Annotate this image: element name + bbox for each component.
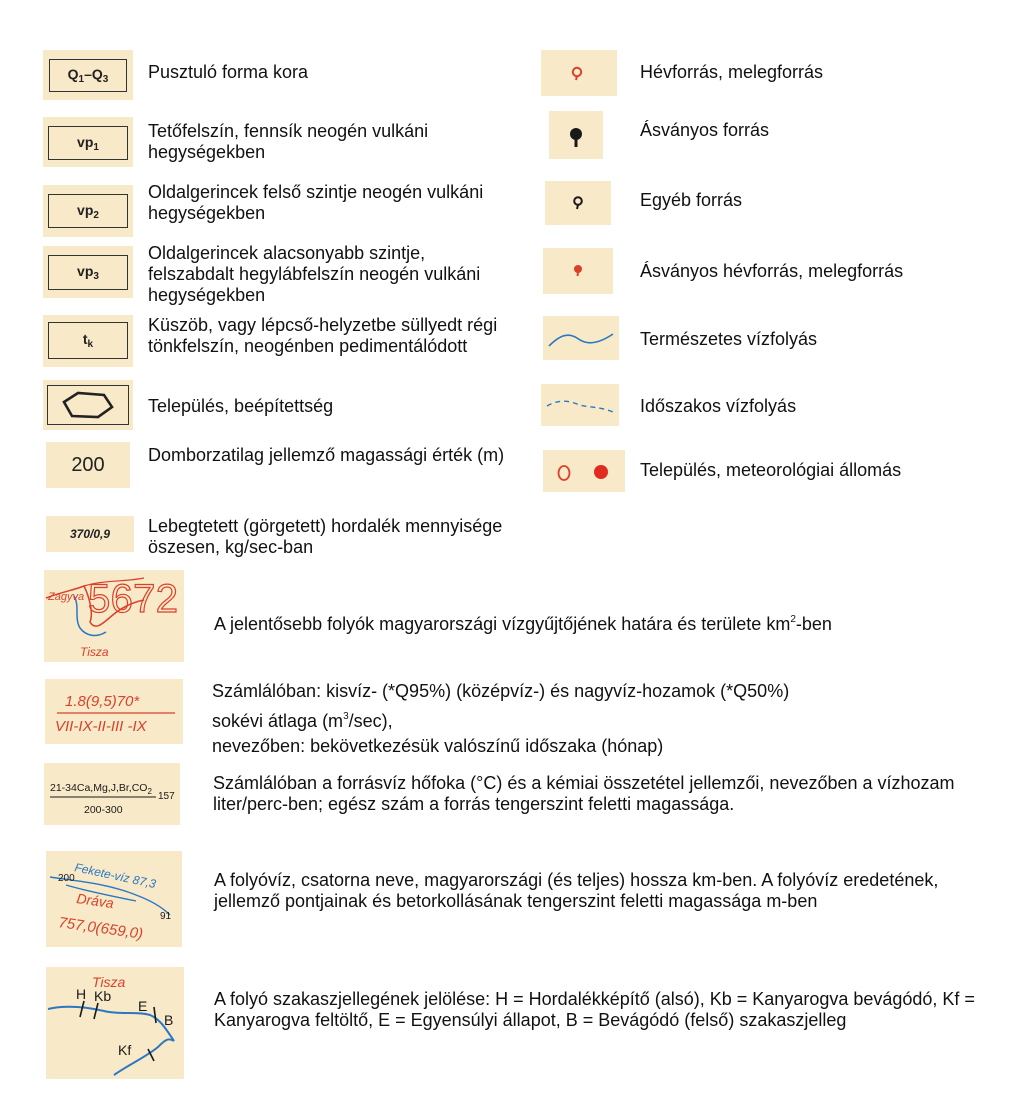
natural-stream-icon: [543, 316, 619, 360]
river-length-river-text: Dráva: [75, 890, 115, 912]
river-section-Kf-text: Kf: [118, 1042, 132, 1058]
age-symbol-box: [49, 59, 127, 92]
watershed-area-text: 5672: [88, 577, 178, 621]
vp3-symbol-text: $vp_3$: [77, 263, 99, 282]
discharge-line2-pre: sokévi átlaga (m: [212, 711, 344, 731]
river-length-length-text: 757,0(659,0): [57, 914, 145, 943]
river-length-canal-text: Fekete-víz 87,3: [73, 860, 158, 892]
age-symbol-swatch: [43, 50, 133, 100]
sediment-label: Lebegtetett (görgetett) hordalék mennyisége öszesen, kg/sec-ban: [148, 516, 503, 557]
age-label: Pusztuló forma kora: [148, 62, 309, 82]
age-symbol-text: $Q_1-Q_3$: [67, 66, 109, 85]
river-section-river-text: Tisza: [92, 974, 126, 990]
sediment-symbol-swatch: [46, 516, 134, 552]
settlement-area-box: [47, 385, 129, 425]
tk-label: Küszöb, vagy lépcső-helyzetbe süllyedt régi tönkfelszín, neogénben pedimentálódott: [148, 315, 498, 356]
discharge-top-text: 1.8(9,5)70*: [65, 693, 140, 710]
discharge-line2: [212, 706, 1002, 732]
discharge-line1: Számlálóban: kisvíz- (*Q95%) (középvíz-) és nagyvíz-hozamok (*Q50%): [212, 681, 790, 701]
watershed-swatch: [44, 570, 184, 662]
vp3-symbol-swatch: [43, 246, 133, 298]
watershed-river1-text: Zagyva: [48, 591, 85, 603]
mineral-hot-spring-icon: [543, 248, 613, 294]
vp2-symbol-box: [48, 194, 128, 228]
settlement-polygon-icon: [60, 390, 116, 420]
hot-spring-icon: [541, 50, 617, 96]
vp1-symbol-box: [48, 126, 128, 160]
settlement-area-label: Település, beépítettség: [148, 396, 334, 416]
spring-composition-bottom-text: 200-300: [84, 804, 123, 816]
hot-spring-swatch: [541, 50, 617, 96]
watershed-label-text: A jelentősebb folyók magyarországi vízgyűjtőjének határa és területe km: [214, 614, 791, 634]
settlement-station-label: Település, meteorológiai állomás: [640, 460, 902, 480]
discharge-line3: nevezőben: bekövetkezésük valószínű időszaka (hónap): [212, 736, 664, 756]
settlement-area-swatch: [43, 380, 133, 430]
river-section-B-text: B: [164, 1012, 174, 1028]
mineral-hot-spring-label: Ásványos hévforrás, melegforrás: [640, 261, 904, 281]
other-spring-swatch: [545, 181, 611, 225]
watershed-label: [214, 609, 1004, 635]
elevation-label: Domborzatilag jellemző magassági érték (m): [148, 445, 505, 465]
river-section-E-text: E: [138, 998, 148, 1014]
vp1-symbol-swatch: [43, 117, 133, 167]
discharge-line2-post: /sec),: [348, 711, 393, 731]
hot-spring-label: Hévforrás, melegforrás: [640, 62, 824, 82]
vp2-label: Oldalgerincek felső szintje neogén vulkáni hegységekben: [148, 182, 484, 223]
river-length-end-text: 91: [160, 911, 172, 922]
river-section-label: A folyó szakaszjellegének jelölése: H = Hordalékképítő (alsó), Kb = Kanyarogva bevágódó, Kf = Kanyarogva feltöltő, E = Egyensúlyi állapot, B = Bevágódó (felső) szakaszjelleg: [214, 989, 975, 1030]
discharge-label: [212, 681, 1002, 757]
vp3-symbol-box: [48, 255, 128, 290]
vp3-label: Oldalgerincek alacsonyabb szintje, felszabdalt hegylábfelszín neogén vulkáni hegységekben: [148, 243, 481, 305]
mineral-spring-label: Ásványos forrás: [640, 120, 770, 140]
tk-symbol-text: $t_k$: [82, 331, 94, 350]
discharge-icon: [45, 679, 183, 744]
river-length-label: A folyóvíz, csatorna neve, magyarországi (és teljes) hossza km-ben. A folyóvíz eredetének, jellemző pontjainak és betorkollásának tengerszint feletti magassága m-ben: [214, 870, 939, 911]
spring-composition-label: Számlálóban a forrásvíz hőfoka (°C) és a kémiai összetétel jellemzői, nevezőben a vízhozam liter/perc-ben; egész szám a forrás tengerszint feletti magassága.: [213, 773, 955, 814]
discharge-line2-sup: 3: [343, 711, 349, 722]
other-spring-icon: [545, 181, 611, 225]
river-section-Kb-text: Kb: [94, 988, 112, 1004]
sediment-symbol-text: 370/0,9: [69, 527, 111, 541]
discharge-bottom-text: VII-IX-II-III -IX: [55, 718, 147, 735]
natural-stream-label: Természetes vízfolyás: [640, 329, 818, 349]
mineral-spring-icon: [549, 111, 603, 159]
spring-composition-icon: [44, 763, 180, 825]
discharge-swatch: [45, 679, 183, 744]
vp1-symbol-text: $vp_1$: [77, 133, 99, 153]
river-section-icon: [46, 967, 184, 1079]
river-section-swatch: [46, 967, 184, 1079]
river-section-H-text: H: [76, 986, 87, 1002]
tk-symbol-box: [48, 322, 128, 359]
vp2-symbol-text: $vp_2$: [77, 201, 99, 221]
watershed-river2-text: Tisza: [80, 645, 109, 659]
elevation-symbol-text: 200: [71, 454, 105, 476]
natural-stream-swatch: [543, 316, 619, 360]
mineral-spring-swatch: [549, 111, 603, 159]
watershed-icon: [44, 570, 184, 662]
river-length-icon: [46, 851, 182, 947]
periodic-stream-swatch: [541, 384, 619, 426]
watershed-label-post: -ben: [795, 614, 832, 634]
periodic-stream-icon: [541, 384, 619, 426]
tk-symbol-swatch: [43, 315, 133, 367]
river-length-start-text: 200: [58, 873, 75, 884]
mineral-hot-spring-swatch: [543, 248, 613, 294]
river-length-swatch: [46, 851, 182, 947]
vp2-symbol-swatch: [43, 185, 133, 237]
settlement-station-icon: [543, 450, 625, 492]
periodic-stream-label: Időszakos vízfolyás: [640, 396, 797, 416]
spring-composition-top-text: $21-34Ca,Mg,J,Br,CO_2$: [50, 782, 152, 796]
spring-composition-swatch: [44, 763, 180, 825]
vp1-label: Tetőfelszín, fennsík neogén vulkáni hegységekben: [148, 121, 429, 162]
elevation-symbol-swatch: [46, 442, 130, 488]
watershed-label-sup: 2: [790, 614, 796, 625]
spring-composition-right-text: 157: [158, 791, 175, 802]
other-spring-label: Egyéb forrás: [640, 190, 743, 210]
settlement-station-swatch: [543, 450, 625, 492]
